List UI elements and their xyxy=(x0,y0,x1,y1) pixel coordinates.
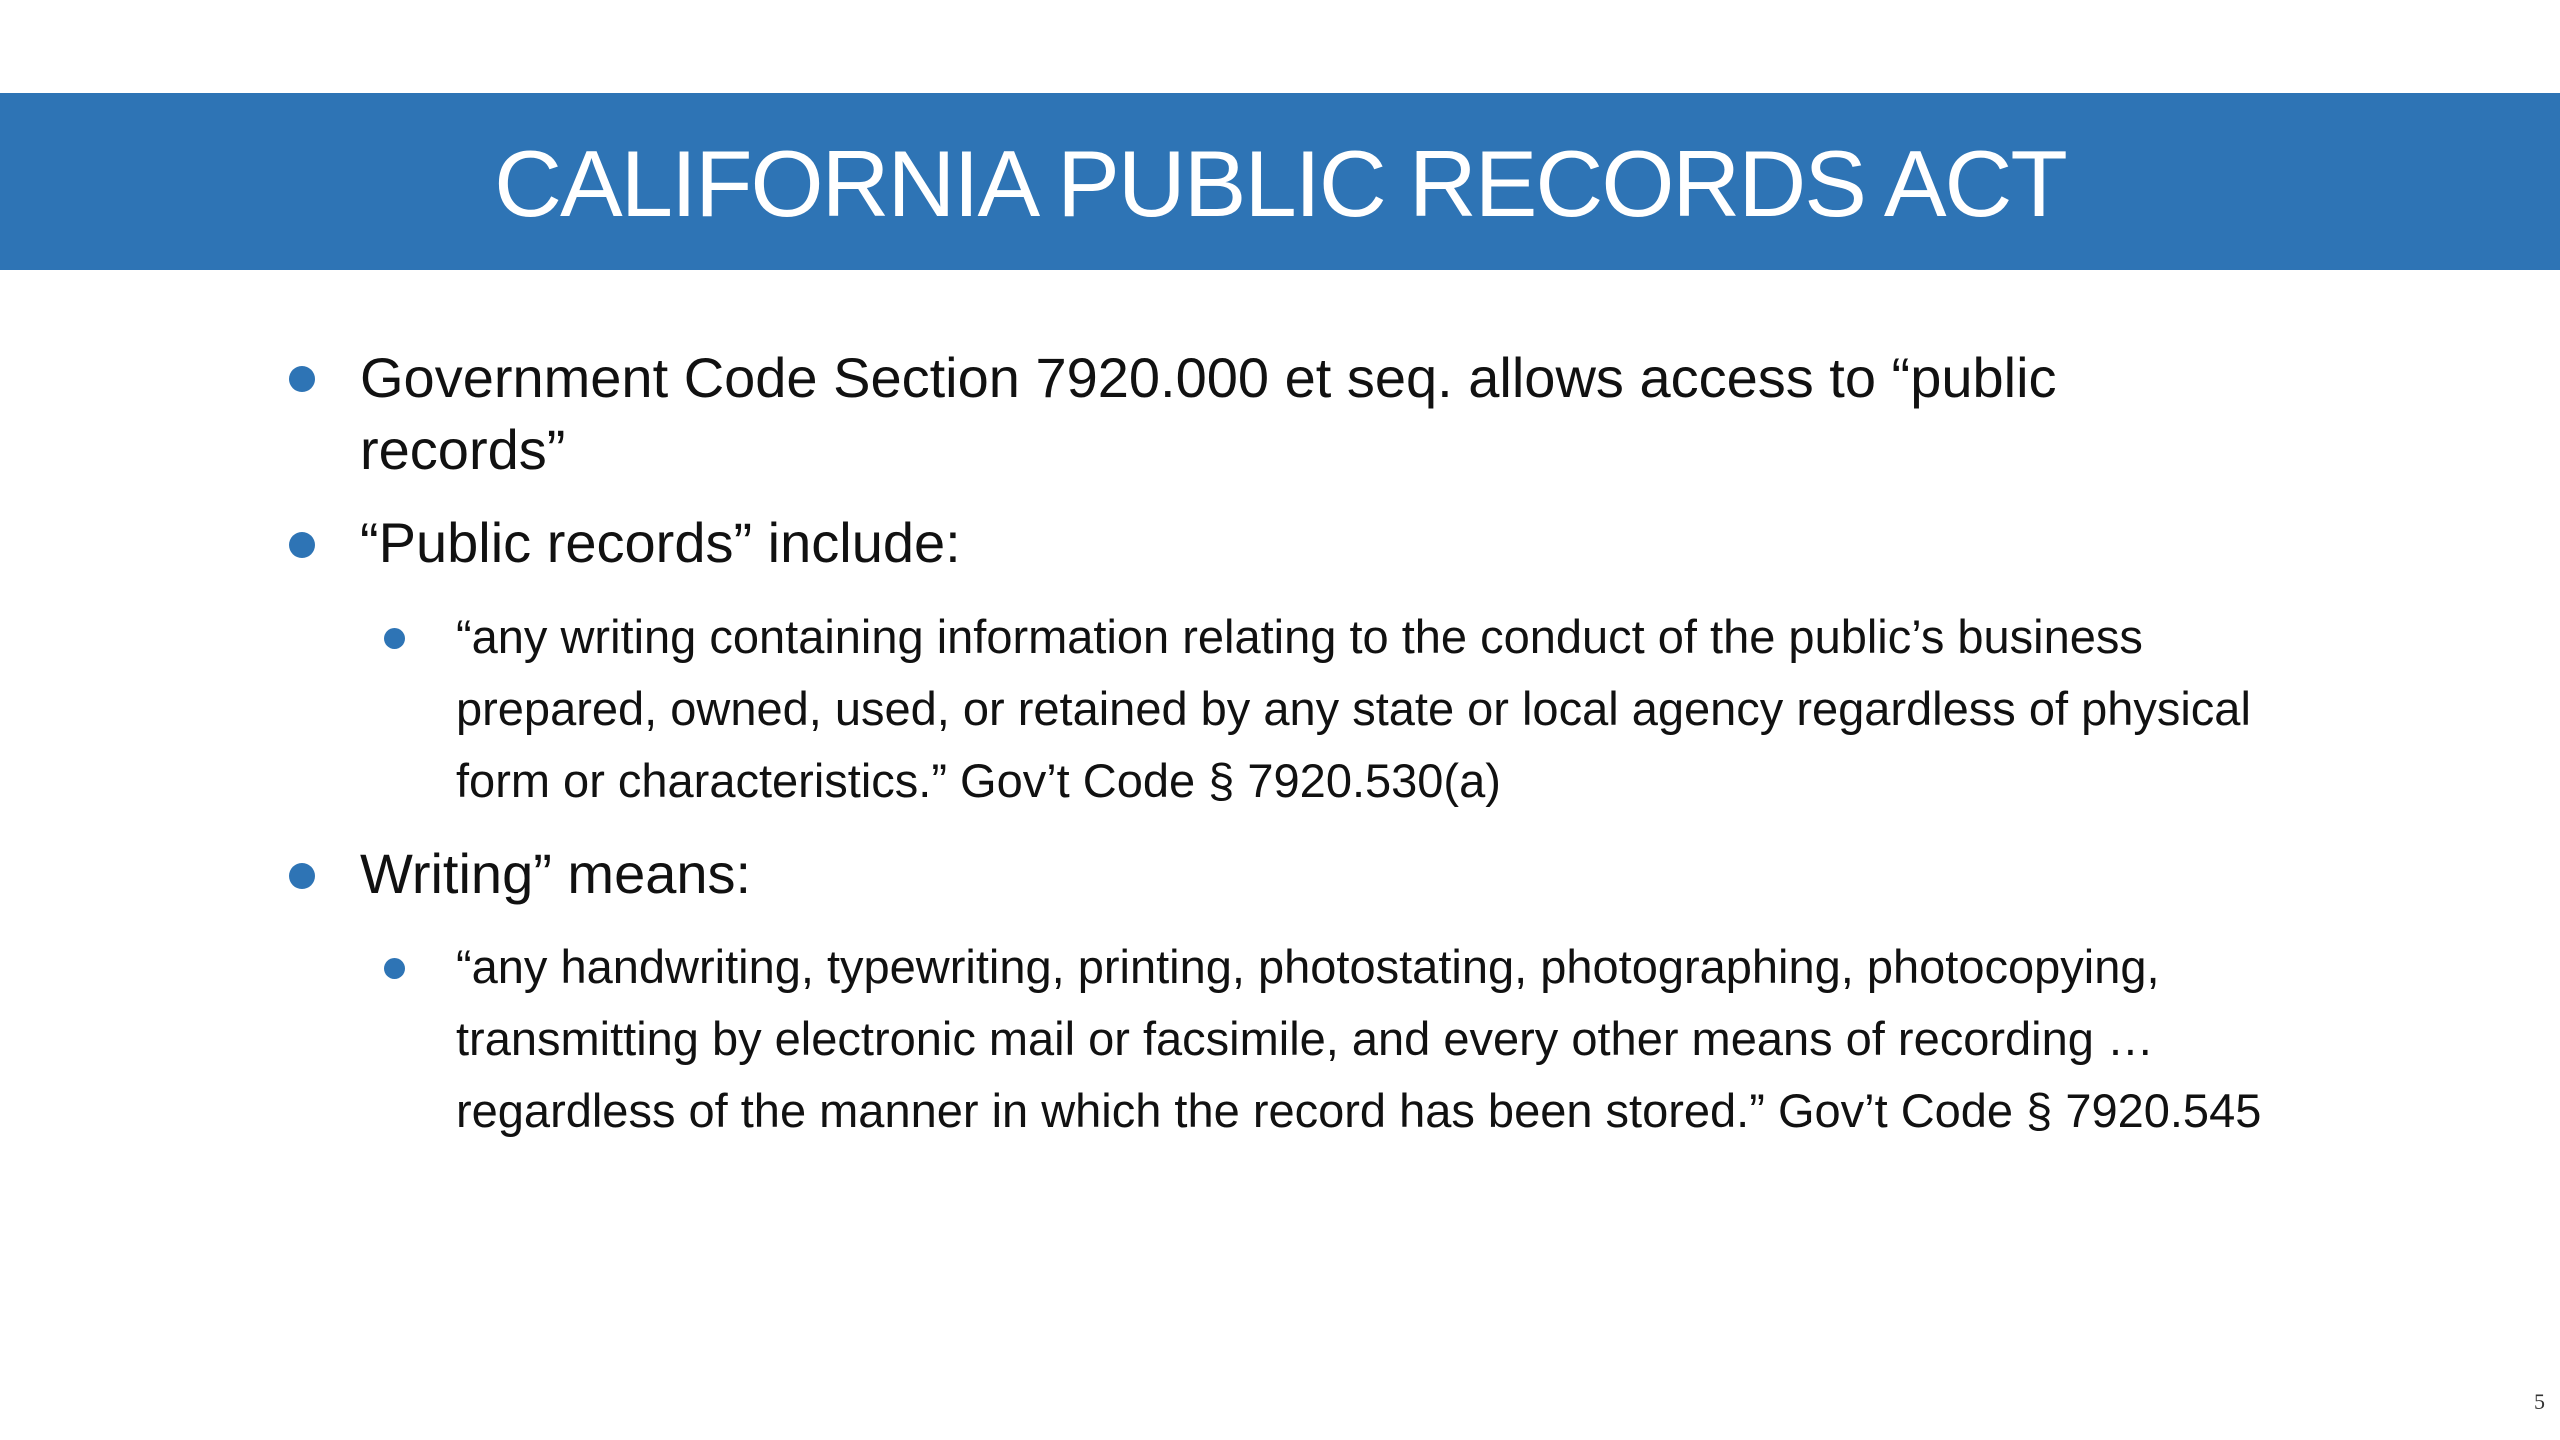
sub-bullet-item: “any writing containing information relating to the conduct of the public’s business prepared, owned, used, or retained by any state or local agency regardless of physical form or characteristics.” Gov’t Code § 7920.530(a) xyxy=(456,610,2251,807)
bullet-dot-icon xyxy=(289,366,315,392)
sub-bullet-dot-icon xyxy=(384,628,405,649)
bullet-item: “Public records” include: xyxy=(360,511,961,574)
bullet-dot-icon xyxy=(289,863,315,889)
bullet-item: Writing” means: xyxy=(360,842,752,905)
slide-title: CALIFORNIA PUBLIC RECORDS ACT xyxy=(494,130,2066,236)
page-number: 5 xyxy=(2534,1389,2545,1414)
bullet-item: Government Code Section 7920.000 et seq. allows access to “public records” xyxy=(360,346,2057,481)
bullet-dot-icon xyxy=(289,532,315,558)
sub-bullet-item: “any handwriting, typewriting, printing, photostating, photographing, photocopying, transmitting by electronic mail or facsimile, and every other means of recording … regardless of the manner in which the record has been stored.” Gov’t Code § 7920.545 xyxy=(456,940,2262,1137)
sub-bullet-dot-icon xyxy=(384,958,405,979)
